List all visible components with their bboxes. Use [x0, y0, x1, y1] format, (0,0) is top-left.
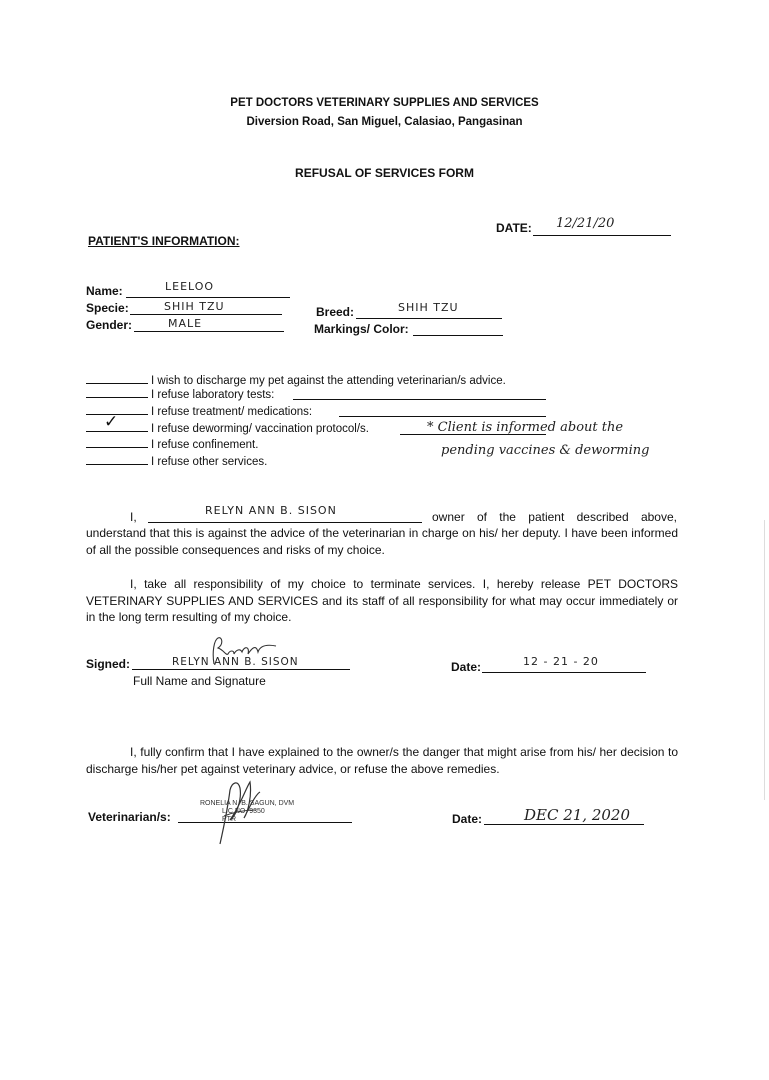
laboratory-detail-line [293, 399, 546, 400]
gender-label: Gender: [86, 318, 133, 332]
patient-section-title: PATIENT'S INFORMATION: [88, 234, 240, 248]
veterinarian-date-label: Date: [452, 812, 483, 826]
option-other [86, 454, 267, 468]
option-text: I refuse deworming/ vaccination protocol/s. [151, 423, 369, 435]
breed-value: SHIH TZU [398, 301, 459, 314]
specie-value: SHIH TZU [164, 300, 225, 313]
name-line [126, 297, 290, 298]
option-text: I wish to discharge my pet against the attending veterinarian/s advice. [151, 375, 506, 387]
release-paragraph: I, take all responsibility of my choice to terminate services. I, hereby release PET DOCTORS VETERINARY SUPPLIES AND SERVICES and its staff of all responsibility for what may occur immediately or in the long term resulting of my choice. [86, 577, 678, 624]
specie-line [130, 314, 282, 315]
signed-date-value: 12 - 21 - 20 [523, 655, 599, 668]
date-label: DATE: [496, 221, 532, 235]
treatment-detail-line [339, 416, 546, 417]
option-laboratory [86, 387, 274, 401]
option-confinement [86, 437, 258, 451]
option-text: I refuse treatment/ medications: [151, 406, 313, 418]
breed-line [356, 318, 502, 319]
option-text: I refuse other services. [151, 456, 268, 468]
stamp-license: LIC NO. 9350 [222, 808, 265, 815]
name-value: LEELOO [165, 280, 215, 293]
name-label: Name: [86, 284, 123, 298]
signed-line [132, 669, 350, 670]
handwritten-note-line1: * Client is informed about the [427, 420, 624, 435]
owner-name-line [148, 522, 422, 523]
specie-label: Specie: [86, 301, 129, 315]
form-title: REFUSAL OF SERVICES FORM [295, 166, 474, 180]
option-treatment [86, 404, 312, 418]
markings-line [413, 335, 503, 336]
owner-prefix: I, [130, 510, 137, 524]
owner-paragraph-body: understand that this is against the advice of the veterinarian in charge on his/ her deputy. I have been informed of all the possible consequences and risks of my choice. [86, 526, 678, 557]
veterinarian-date-value: DEC 21, 2020 [524, 806, 631, 824]
veterinarian-label: Veterinarian/s: [88, 810, 171, 824]
signed-name: RELYN ANN B. SISON [172, 656, 299, 668]
stamp-ptr: PTR [222, 816, 236, 823]
gender-line [134, 331, 284, 332]
signed-date-label: Date: [451, 660, 482, 674]
veterinarian-date-line [484, 824, 644, 825]
signed-label: Signed: [86, 657, 130, 671]
markings-label: Markings/ Color: [314, 322, 409, 336]
veterinarian-signature [210, 776, 266, 846]
signed-date-line [482, 672, 646, 673]
confirm-paragraph: I, fully confirm that I have explained to the owner/s the danger that might arise from his/ her decision to discharge his/her pet against veterinary advice, or refuse the above remedies. [86, 745, 678, 776]
handwritten-note-line2: pending vaccines & deworming [441, 443, 650, 458]
option-blank [86, 437, 148, 448]
option-discharge [86, 373, 506, 387]
scan-edge-shadow [764, 520, 765, 800]
owner-after-name: owner of the patient described above, [432, 510, 677, 524]
breed-label: Breed: [316, 305, 355, 319]
gender-value: MALE [168, 317, 203, 330]
stamp-name: RONELIA N. B. SAGUN, DVM [200, 800, 295, 807]
option-text: I refuse confinement. [151, 439, 259, 451]
check-mark: ✓ [104, 412, 119, 432]
signed-caption: Full Name and Signature [133, 674, 266, 688]
owner-name: RELYN ANN B. SISON [205, 504, 337, 517]
date-line [533, 235, 671, 236]
date-value: 12/21/20 [556, 216, 615, 231]
option-deworming [86, 421, 369, 435]
option-text: I refuse laboratory tests: [151, 389, 275, 401]
business-name: PET DOCTORS VETERINARY SUPPLIES AND SERVICES [230, 97, 539, 109]
option-blank [86, 373, 148, 384]
business-address: Diversion Road, San Miguel, Calasiao, Pangasinan [246, 116, 523, 128]
option-blank [86, 454, 148, 465]
option-blank [86, 387, 148, 398]
